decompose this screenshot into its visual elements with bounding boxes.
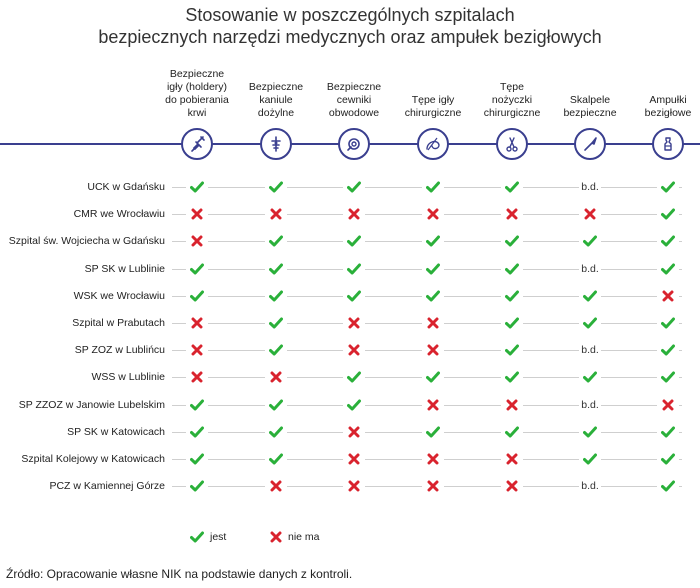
cross-icon — [422, 397, 444, 413]
cross-icon — [422, 315, 444, 331]
row-label: WSS w Lublinie — [91, 371, 165, 384]
check-icon — [657, 233, 679, 249]
column-header-line: chirurgiczne — [404, 107, 462, 119]
check-icon — [343, 397, 365, 413]
check-icon — [186, 424, 208, 440]
check-icon — [186, 288, 208, 304]
column-header-3 — [310, 62, 398, 120]
check-icon — [265, 451, 287, 467]
check-icon — [579, 424, 601, 440]
no-data-label: b.d. — [579, 261, 601, 277]
column-header-line: krwi — [187, 107, 207, 119]
check-icon — [186, 451, 208, 467]
column-header-line: Tępe — [500, 81, 524, 93]
check-icon — [343, 288, 365, 304]
check-icon — [657, 179, 679, 195]
check-icon — [422, 424, 444, 440]
check-icon — [657, 424, 679, 440]
cross-icon — [186, 315, 208, 331]
chart-title-line-2: bezpiecznych narzędzi medycznych oraz ampułek bezigłowych — [98, 27, 602, 47]
row-label: SP ZZOZ w Janowie Lubelskim — [18, 398, 165, 411]
cross-icon — [422, 478, 444, 494]
cross-icon — [657, 397, 679, 413]
row-label: SP SK w Katowicach — [67, 425, 165, 438]
cannula-icon — [260, 128, 292, 160]
no-data-label: b.d. — [579, 342, 601, 358]
column-header-line: bezigłowe — [644, 107, 692, 119]
legend-no — [270, 531, 320, 543]
cross-icon — [579, 206, 601, 222]
check-icon — [422, 261, 444, 277]
check-icon — [186, 179, 208, 195]
row-label: CMR we Wrocławiu — [73, 208, 165, 221]
check-icon — [265, 342, 287, 358]
check-icon — [501, 315, 523, 331]
check-icon — [657, 206, 679, 222]
chart-title — [0, 4, 700, 48]
check-icon — [501, 288, 523, 304]
catheter-icon — [338, 128, 370, 160]
column-header-line: nożyczki — [491, 94, 533, 106]
column-header-7 — [624, 62, 700, 120]
check-icon — [657, 315, 679, 331]
column-header-line: igły (holdery) — [166, 81, 228, 93]
cross-icon — [422, 451, 444, 467]
legend-no-label: nie ma — [288, 531, 320, 543]
row-label: Szpital św. Wojciecha w Gdańsku — [8, 235, 165, 248]
row-label: Szpital Kolejowy w Katowicach — [21, 453, 165, 465]
cross-icon — [501, 478, 523, 494]
check-icon — [501, 261, 523, 277]
column-header-line: Bezpieczne — [326, 81, 382, 93]
cross-icon — [186, 233, 208, 249]
column-header-line: Ampułki — [649, 94, 687, 106]
check-icon — [422, 179, 444, 195]
check-icon — [186, 261, 208, 277]
row-label: UCK w Gdańsku — [87, 181, 165, 193]
check-icon — [343, 261, 365, 277]
check-icon — [579, 233, 601, 249]
check-icon — [343, 179, 365, 195]
legend-yes — [190, 531, 226, 543]
cross-icon — [270, 531, 282, 543]
cross-icon — [343, 478, 365, 494]
check-icon — [186, 397, 208, 413]
legend-yes-label: jest — [210, 531, 227, 543]
row-label: PCZ w Kamiennej Górze — [49, 480, 165, 493]
column-header-4 — [389, 62, 477, 120]
scalpel-icon — [574, 128, 606, 160]
no-data-label: b.d. — [579, 397, 601, 413]
check-icon — [422, 369, 444, 385]
no-data-label: b.d. — [579, 179, 601, 195]
column-header-line: Skalpele — [569, 94, 611, 106]
column-header-line: obwodowe — [328, 107, 380, 119]
surgical-needle-icon — [417, 128, 449, 160]
check-icon — [422, 233, 444, 249]
cross-icon — [422, 342, 444, 358]
check-icon — [657, 451, 679, 467]
cross-icon — [657, 288, 679, 304]
column-header-line: dożylne — [257, 107, 295, 119]
check-icon — [265, 424, 287, 440]
check-icon — [657, 369, 679, 385]
cross-icon — [265, 478, 287, 494]
cross-icon — [501, 206, 523, 222]
cross-icon — [422, 206, 444, 222]
cross-icon — [186, 369, 208, 385]
cross-icon — [343, 451, 365, 467]
cross-icon — [265, 369, 287, 385]
check-icon — [657, 342, 679, 358]
ampoule-icon — [652, 128, 684, 160]
check-icon — [265, 179, 287, 195]
column-header-6 — [546, 62, 634, 120]
scissors-icon — [496, 128, 528, 160]
cross-icon — [186, 206, 208, 222]
cross-icon — [343, 315, 365, 331]
check-icon — [265, 315, 287, 331]
column-header-5 — [468, 62, 556, 120]
cross-icon — [343, 206, 365, 222]
row-label: WSK we Wrocławiu — [73, 289, 165, 302]
check-icon — [501, 369, 523, 385]
check-icon — [343, 369, 365, 385]
check-icon — [343, 233, 365, 249]
column-header-line: cewniki — [336, 94, 372, 106]
cross-icon — [501, 397, 523, 413]
check-icon — [579, 315, 601, 331]
check-icon — [501, 179, 523, 195]
column-header-1 — [153, 62, 241, 120]
source-note: Źródło: Opracowanie własne NIK na podstawie danych z kontroli. — [6, 567, 353, 581]
check-icon — [265, 288, 287, 304]
check-icon — [265, 233, 287, 249]
column-header-line: Bezpieczne — [169, 68, 225, 80]
check-icon — [265, 261, 287, 277]
check-icon — [190, 531, 204, 543]
column-header-line: Tępe igły — [411, 94, 455, 106]
check-icon — [501, 424, 523, 440]
row-label: Szpital w Prabutach — [72, 317, 165, 329]
check-icon — [657, 261, 679, 277]
row-label: SP SK w Lublinie — [84, 262, 165, 275]
cross-icon — [265, 206, 287, 222]
check-icon — [579, 369, 601, 385]
column-header-line: kaniule — [259, 94, 293, 106]
check-icon — [579, 288, 601, 304]
cross-icon — [343, 424, 365, 440]
no-data-label: b.d. — [579, 478, 601, 494]
check-icon — [579, 451, 601, 467]
column-header-line: chirurgiczne — [483, 107, 541, 119]
column-header-line: do pobierania — [165, 94, 229, 106]
check-icon — [265, 397, 287, 413]
cross-icon — [343, 342, 365, 358]
check-icon — [657, 478, 679, 494]
column-header-line: bezpieczne — [563, 107, 617, 119]
check-icon — [186, 478, 208, 494]
cross-icon — [186, 342, 208, 358]
row-label: SP ZOZ w Lublińcu — [74, 344, 165, 357]
column-header-2 — [232, 62, 320, 120]
syringe-icon — [181, 128, 213, 160]
cross-icon — [501, 451, 523, 467]
check-icon — [501, 233, 523, 249]
column-header-line: Bezpieczne — [248, 81, 304, 93]
chart-title-line-1: Stosowanie w poszczególnych szpitalach — [185, 5, 515, 25]
check-icon — [501, 342, 523, 358]
check-icon — [422, 288, 444, 304]
